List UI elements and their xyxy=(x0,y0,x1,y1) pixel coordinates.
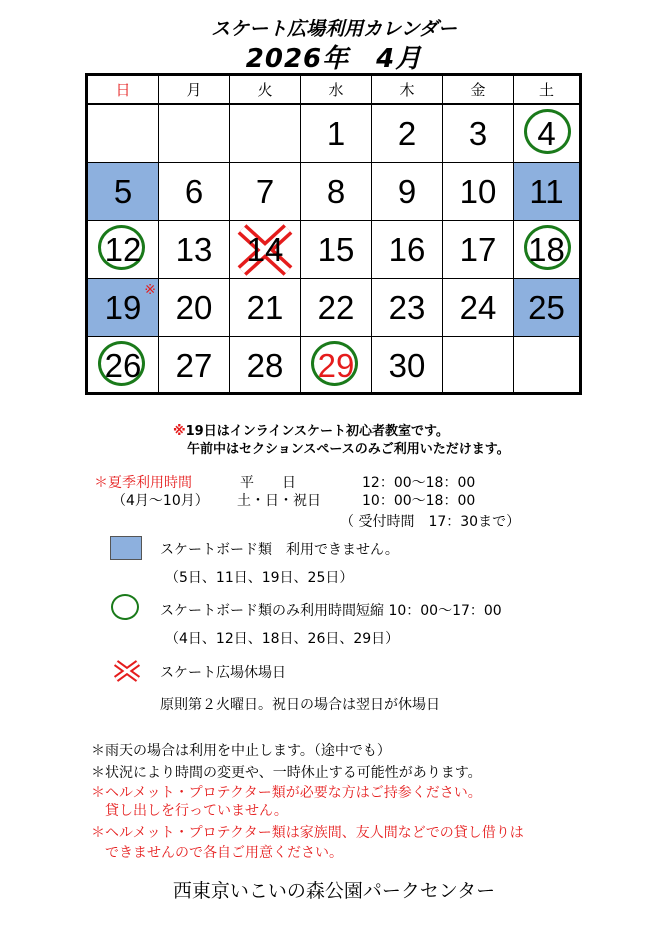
day-cell xyxy=(514,279,579,337)
weekday-time: 12：00～18：00 xyxy=(362,475,476,491)
day-number: 22 xyxy=(317,288,355,326)
legend-blue-text: スケートボード類 利用できません。 xyxy=(160,542,399,558)
day-number: 8 xyxy=(326,172,346,210)
legend-blue-swatch xyxy=(110,536,142,560)
day-number: 9 xyxy=(397,172,417,210)
day-number: 6 xyxy=(184,172,204,210)
day-number: 7 xyxy=(255,172,275,210)
weekend-time: 10：00～18：00 xyxy=(362,493,476,509)
day-number: 19 xyxy=(104,288,142,326)
day-number: 11 xyxy=(529,172,564,210)
day-cell xyxy=(88,105,159,163)
day-cell xyxy=(159,105,230,163)
day-cell xyxy=(301,163,372,221)
day-cell xyxy=(301,337,372,395)
day-number: 18 xyxy=(528,230,565,268)
day-number: 4 xyxy=(537,114,556,152)
day-cell xyxy=(514,221,579,279)
day-number: 29 xyxy=(317,347,355,384)
day-cell xyxy=(88,279,159,337)
legend-x-text: スケート広場休場日 xyxy=(160,665,286,681)
day-cell xyxy=(159,221,230,279)
day-cell xyxy=(514,163,579,221)
notice-line-1 xyxy=(173,420,449,439)
note-1: ＊雨天の場合は利用を中止します。（途中でも） xyxy=(91,743,391,759)
day-cell xyxy=(443,221,514,279)
hours-label: ＊夏季利用時間 xyxy=(94,475,192,491)
note-2: ＊状況により時間の変更や、一時休止する可能性があります。 xyxy=(91,765,482,781)
day-number: 28 xyxy=(246,347,284,384)
day-cell xyxy=(159,337,230,395)
calendar-grid xyxy=(85,73,582,395)
day-number: 25 xyxy=(528,288,565,326)
day-number: 2 xyxy=(397,114,417,152)
weekday-header: 土 xyxy=(514,76,579,105)
day-number: 10 xyxy=(459,172,497,210)
day-cell xyxy=(372,279,443,337)
day-number: 5 xyxy=(113,172,133,210)
day-cell xyxy=(230,337,301,395)
notice-line-1-text: 19日はインラインスケート初心者教室です。 xyxy=(185,424,449,439)
weekday-header: 月 xyxy=(159,76,230,105)
day-cell xyxy=(88,337,159,395)
day-number: 14 xyxy=(246,230,284,268)
weekday-header: 木 xyxy=(372,76,443,105)
day-cell xyxy=(443,337,514,395)
day-number: 20 xyxy=(175,288,213,326)
day-cell xyxy=(301,105,372,163)
day-cell xyxy=(443,279,514,337)
day-cell xyxy=(372,337,443,395)
day-cell xyxy=(514,105,579,163)
day-number: 12 xyxy=(104,230,142,268)
day-cell xyxy=(230,105,301,163)
note-5: ＊ヘルメット・プロテクター類は家族間、友人間などでの貸し借りは xyxy=(91,825,524,841)
day-number: 13 xyxy=(175,230,213,268)
weekday-header: 日 xyxy=(88,76,159,105)
day-cell xyxy=(301,279,372,337)
weekend-label: 土・日・祝日 xyxy=(237,493,321,509)
day-number: 16 xyxy=(388,230,426,268)
reception-time: （ 受付時間 17：30まで） xyxy=(340,514,521,530)
day-cell xyxy=(514,337,579,395)
note-3: ＊ヘルメット・プロテクター類が必要な方はご持参ください。 xyxy=(91,785,482,801)
legend-blue-days: （5日、11日、19日、25日） xyxy=(165,570,354,586)
calendar-title: スケート広場利用カレンダー xyxy=(211,18,457,40)
note-4: 貸し出しを行っていません。 xyxy=(91,803,288,819)
legend-closed-x-icon xyxy=(112,660,142,682)
hours-period: （4月～10月） xyxy=(112,493,209,509)
day-number: 23 xyxy=(388,288,426,326)
day-cell xyxy=(443,163,514,221)
footer-org-name: 西東京いこいの森公園パークセンター xyxy=(172,880,496,902)
day-cell xyxy=(372,163,443,221)
day-cell xyxy=(88,163,159,221)
note-mark: ※ xyxy=(144,281,156,297)
day-cell xyxy=(230,221,301,279)
day-cell xyxy=(159,163,230,221)
legend-green-circle-icon xyxy=(111,594,139,620)
legend-ring-days: （4日、12日、18日、26日、29日） xyxy=(165,631,400,647)
day-number: 3 xyxy=(468,114,488,152)
weekday-label: 平 日 xyxy=(240,475,296,491)
day-number: 15 xyxy=(317,230,355,268)
month-label: 2026年 4月 xyxy=(245,44,423,74)
day-cell xyxy=(301,221,372,279)
legend-x-rule: 原則第２火曜日。祝日の場合は翌日が休場日 xyxy=(160,697,440,713)
legend-ring-text: スケートボード類のみ利用時間短縮 10：00～17：00 xyxy=(160,603,502,619)
weekday-header: 火 xyxy=(230,76,301,105)
day-number: 27 xyxy=(175,347,213,384)
day-cell xyxy=(88,221,159,279)
day-number: 17 xyxy=(459,230,497,268)
day-cell xyxy=(230,163,301,221)
notice-line-2: 午前中はセクションスペースのみご利用いただけます。 xyxy=(187,442,510,457)
day-cell xyxy=(372,105,443,163)
day-number: 1 xyxy=(326,114,346,152)
day-cell xyxy=(443,105,514,163)
day-cell xyxy=(159,279,230,337)
day-cell xyxy=(372,221,443,279)
weekday-header: 金 xyxy=(443,76,514,105)
day-cell xyxy=(230,279,301,337)
day-number: 30 xyxy=(388,347,426,384)
notice-mark: ※ xyxy=(173,424,186,439)
day-number: 26 xyxy=(104,347,142,384)
note-6: できませんので各自ご用意ください。 xyxy=(91,845,343,861)
day-number: 21 xyxy=(246,288,284,326)
day-number: 24 xyxy=(459,288,497,326)
weekday-header: 水 xyxy=(301,76,372,105)
